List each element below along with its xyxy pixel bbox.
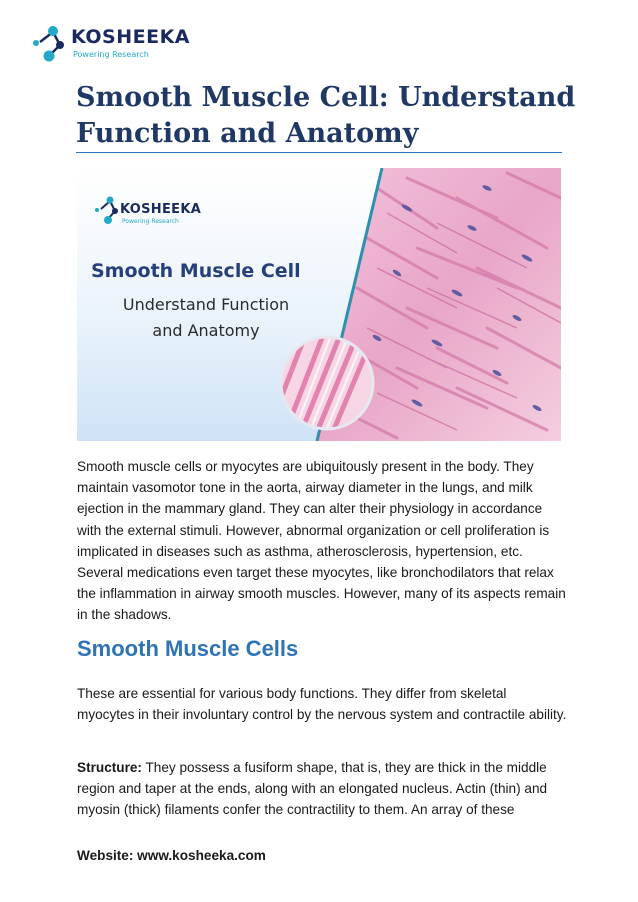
structure-label: Structure: [77, 760, 142, 775]
structure-text: They possess a fusiform shape, that is, they are thick in the middle region and taper at the ends, along with an elongated nucleus. Actin (thin) and myosin (thick) filaments confer the contractility to them. An array of these [77, 760, 548, 818]
hero-subheading-line2: and Anatomy [152, 321, 260, 340]
hero-subheading [91, 292, 321, 344]
molecule-icon [33, 20, 73, 66]
section-paragraph: These are essential for various body functions. They differ from skeletal myocytes in their involuntary control by the nervous system and contractile ability. [77, 686, 567, 723]
intro-paragraph: Smooth muscle cells or myocytes are ubiquitously present in the body. They maintain vasomotor tone in the aorta, airway diameter in the lungs, and milk ejection in the mammary gland. They can alter their physiology in accordance with the external stimuli. However, abnormal organization or cell proliferation is implicated in diseases such as asthma, atherosclerosis, hypertension, etc. Several medications even target these myocytes, like bronchodilators that relax the inflammation in airway smooth muscles. However, many of its aspects remain in the shadows. [77, 459, 566, 623]
hero-heading: Smooth Muscle Cell [91, 260, 301, 282]
hero-logo-wordmark: KOSHEEKA [120, 202, 202, 217]
logo-tagline: Powering Research [73, 50, 149, 59]
title-divider [76, 152, 562, 153]
logo-wordmark: KOSHEEKA [71, 26, 190, 48]
website-footer[interactable]: Website: www.kosheeka.com [77, 848, 266, 863]
hero-banner [77, 168, 561, 441]
hero-subheading-line1: Understand Function [122, 295, 290, 314]
kosheeka-logo[interactable] [33, 20, 203, 66]
structure-paragraph [77, 757, 567, 821]
hero-logo-tagline: Powering Research [122, 218, 179, 225]
page-title: Smooth Muscle Cell: Understand Function and Anatomy [76, 82, 576, 149]
section-heading: Smooth Muscle Cells [77, 636, 299, 661]
